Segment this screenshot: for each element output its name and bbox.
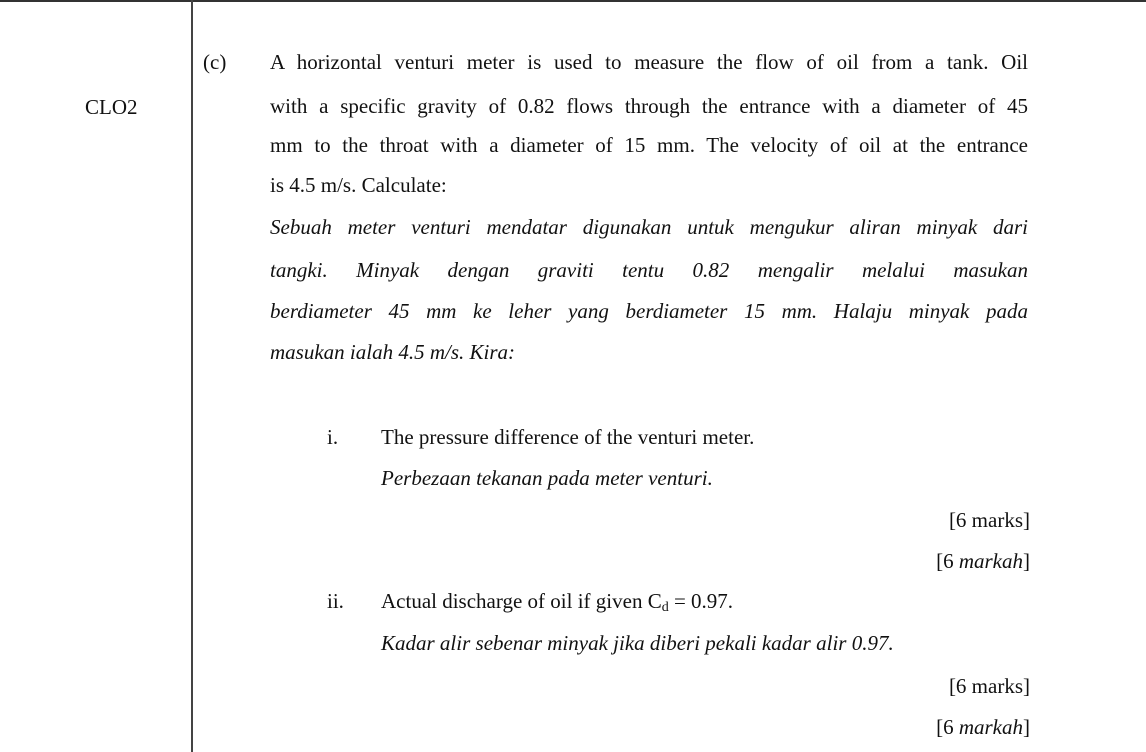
english-suffix: = 0.97. — [668, 589, 734, 613]
markah-word: markah — [958, 549, 1023, 573]
markah-open: [6 — [936, 549, 959, 573]
text-line: berdiameter 45 mm ke leher yang berdiameter 15 mm. Halaju minyak pada — [270, 299, 1028, 323]
markah-open: [6 — [936, 715, 959, 739]
text-line: mm to the throat with a diameter of 15 mm. The velocity of oil at the entrance — [270, 133, 1028, 157]
markah-close: ] — [1023, 715, 1030, 739]
subquestion-english — [381, 588, 733, 621]
table-column-divider — [191, 0, 193, 752]
text-line: masukan ialah 4.5 m/s. Kira: — [270, 340, 516, 364]
part-label: (c) — [203, 50, 227, 74]
clo-label: CLO2 — [85, 95, 138, 119]
text-line: with a specific gravity of 0.82 flows through the entrance with a diameter of 45 — [270, 94, 1028, 118]
subquestion-number: i. — [327, 425, 339, 449]
subquestion-malay: Perbezaan tekanan pada meter venturi. — [381, 466, 713, 490]
markah-label — [936, 548, 1030, 574]
table-top-border — [0, 0, 1146, 2]
text-line: Sebuah meter venturi mendatar digunakan untuk mengukur aliran minyak dari — [270, 215, 1028, 239]
marks-label: [6 marks] — [948, 508, 1030, 532]
marks-label: [6 marks] — [948, 674, 1030, 698]
text-line: A horizontal venturi meter is used to measure the flow of oil from a tank. Oil — [270, 50, 1028, 74]
markah-label — [936, 714, 1030, 740]
subquestion-english: The pressure difference of the venturi meter. — [381, 425, 755, 449]
markah-close: ] — [1023, 549, 1030, 573]
english-prefix: Actual discharge of oil if given C — [381, 589, 662, 613]
subquestion-malay: Kadar alir sebenar minyak jika diberi pekali kadar alir 0.97. — [381, 631, 894, 655]
markah-word: markah — [958, 715, 1023, 739]
text-line: tangki. Minyak dengan graviti tentu 0.82 mengalir melalui masukan — [270, 258, 1028, 282]
text-line: is 4.5 m/s. Calculate: — [270, 173, 447, 197]
subquestion-number: ii. — [327, 589, 344, 613]
cd-subscript: d — [661, 600, 669, 615]
